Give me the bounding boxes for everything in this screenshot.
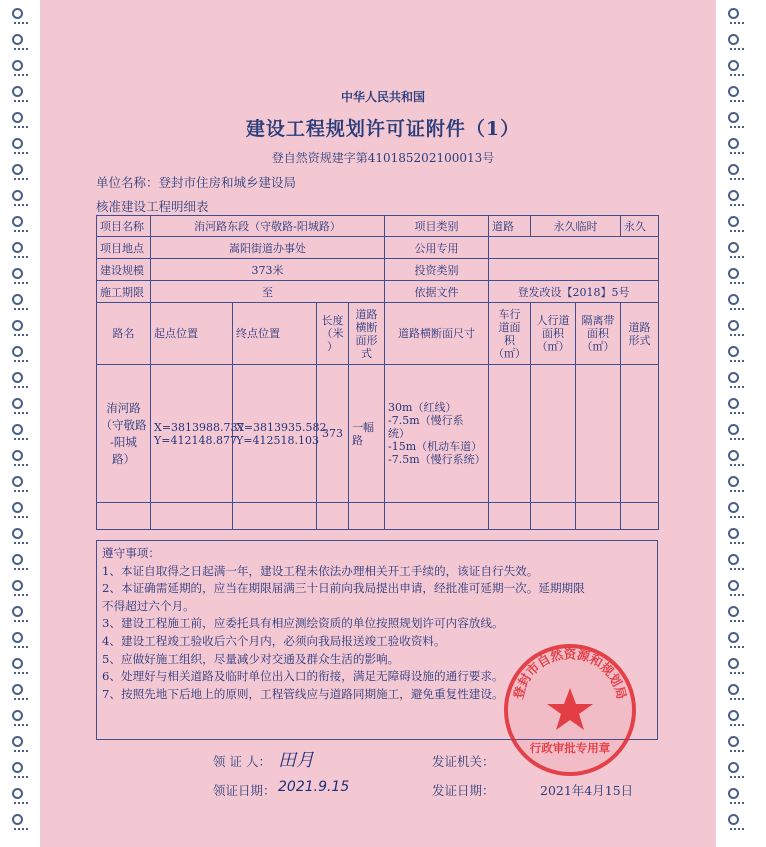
feed-perforation-icon xyxy=(730,48,744,54)
col-walk-area-line: （㎡） xyxy=(536,340,570,353)
feed-perforation-icon xyxy=(730,802,744,808)
seal-arc-text: 登封市自然资源和规划局 xyxy=(510,646,630,701)
feed-hole-icon xyxy=(728,242,739,253)
feed-perforation-icon xyxy=(14,750,28,756)
col-section-form-line: 横断 xyxy=(355,320,378,334)
section-form xyxy=(349,365,385,503)
col-divider-area xyxy=(576,303,621,365)
feed-hole-icon xyxy=(12,684,23,695)
feed-perforation-icon xyxy=(14,22,28,28)
note-item: 4、建设工程竣工验收后六个月内，必须向我局报送竣工验收资料。 xyxy=(102,633,446,648)
permanence-label: 永久临时 xyxy=(531,216,621,237)
section-size xyxy=(385,365,489,503)
feed-perforation-icon xyxy=(14,412,28,418)
walk-area xyxy=(531,365,576,503)
col-lane-area xyxy=(489,303,531,365)
feed-perforation-icon xyxy=(14,542,28,548)
feed-hole-icon xyxy=(728,190,739,201)
feed-hole-icon xyxy=(728,788,739,799)
feed-hole-icon xyxy=(12,736,23,747)
end-y: Y=412518.103 xyxy=(236,433,319,447)
blank-cell xyxy=(489,503,531,530)
divider-area xyxy=(576,365,621,503)
blank-cell xyxy=(385,503,489,530)
scale-label: 建设规模 xyxy=(97,259,151,281)
note-item: 7、按照先地下后地上的原则，工程管线应与道路同期施工，避免重复性建设。 xyxy=(102,686,504,701)
blank-cell xyxy=(349,503,385,530)
feed-perforation-icon xyxy=(14,620,28,626)
feed-perforation-icon xyxy=(730,438,744,444)
feed-perforation-icon xyxy=(14,334,28,340)
section-form-line: 路 xyxy=(352,433,363,447)
road-name-line: （守敬路 xyxy=(100,417,147,432)
invest-label: 投资类别 xyxy=(385,259,489,281)
start-x: X=3813988.737 xyxy=(154,420,245,434)
project-type-value: 道路 xyxy=(489,216,531,237)
seal-sub-text: 行政审批专用章 xyxy=(529,741,611,755)
feed-perforation-icon xyxy=(14,646,28,652)
issue-date-label: 发证日期： xyxy=(432,783,495,798)
unit-name-label: 单位名称： xyxy=(96,175,159,190)
feed-hole-icon xyxy=(728,658,739,669)
official-seal xyxy=(500,640,640,780)
col-divider-area-line: 隔离带 xyxy=(581,314,615,327)
col-section-form-line: 道路 xyxy=(355,307,378,321)
project-detail-table xyxy=(96,215,659,530)
feed-perforation-icon xyxy=(730,204,744,210)
feed-perforation-icon xyxy=(14,230,28,236)
feed-hole-icon xyxy=(12,242,23,253)
feed-hole-icon xyxy=(12,580,23,591)
feed-hole-icon xyxy=(728,398,739,409)
feed-hole-icon xyxy=(728,684,739,695)
col-lane-area-line: （㎡） xyxy=(493,346,527,360)
receiver-label: 领 证 人： xyxy=(213,754,271,769)
note-item: 1、本证自取得之日起满一年，建设工程未依法办理相关开工手续的，该证自行失效。 xyxy=(102,563,539,578)
section-form-line: 一幅 xyxy=(352,420,374,434)
feed-hole-icon xyxy=(728,294,739,305)
road-name-line: -阳城 xyxy=(110,434,137,449)
invest-value xyxy=(489,259,659,281)
permanence-value: 永久 xyxy=(621,216,659,237)
feed-perforation-icon xyxy=(730,776,744,782)
end-position xyxy=(233,365,327,503)
basis-label: 依据文件 xyxy=(385,281,489,303)
feed-hole-icon xyxy=(728,736,739,747)
feed-hole-icon xyxy=(728,34,739,45)
note-item: 6、处理好与相关道路及临时单位出入口的衔接，满足无障碍设施的通行要求。 xyxy=(102,669,504,684)
section-size-line: 30m（红线） xyxy=(388,401,457,414)
feed-perforation-icon xyxy=(730,828,744,834)
issuer-label: 发证机关： xyxy=(432,754,495,769)
feed-perforation-icon xyxy=(730,334,744,340)
feed-hole-icon xyxy=(728,320,739,331)
feed-perforation-icon xyxy=(730,594,744,600)
feed-perforation-icon xyxy=(14,204,28,210)
notes-heading: 遵守事项： xyxy=(102,546,160,560)
feed-hole-icon xyxy=(728,216,739,227)
feed-hole-icon xyxy=(12,762,23,773)
col-section-size: 道路横断面尺寸 xyxy=(385,303,489,365)
feed-perforation-icon xyxy=(730,256,744,262)
unit-name-value: 登封市住房和城乡建设局 xyxy=(158,175,297,190)
col-walk-area-line: 人行道 xyxy=(536,314,570,327)
feed-perforation-icon xyxy=(730,74,744,80)
feed-hole-icon xyxy=(728,60,739,71)
blank-cell xyxy=(151,503,233,530)
start-position xyxy=(151,365,245,503)
feed-hole-icon xyxy=(12,528,23,539)
feed-perforation-icon xyxy=(14,438,28,444)
feed-perforation-icon xyxy=(14,698,28,704)
feed-hole-icon xyxy=(12,710,23,721)
road-form xyxy=(621,365,659,503)
feed-hole-icon xyxy=(728,268,739,279)
col-length-line: 长度 xyxy=(321,314,344,327)
road-length: 373 xyxy=(317,365,349,503)
blank-cell xyxy=(576,503,621,530)
feed-hole-icon xyxy=(12,320,23,331)
section-size-line: -7.5m（慢行系统） xyxy=(388,414,464,440)
feed-perforation-icon xyxy=(730,178,744,184)
feed-hole-icon xyxy=(12,658,23,669)
feed-hole-icon xyxy=(12,346,23,357)
feed-perforation-icon xyxy=(14,256,28,262)
feed-hole-icon xyxy=(728,502,739,513)
feed-hole-icon xyxy=(12,216,23,227)
feed-hole-icon xyxy=(12,632,23,643)
feed-perforation-icon xyxy=(14,48,28,54)
section-title: 核准建设工程明细表 xyxy=(96,199,209,214)
col-divider-area-line: （㎡） xyxy=(581,340,615,353)
road-name-line: 洧河路 xyxy=(106,400,141,415)
feed-perforation-icon xyxy=(730,672,744,678)
feed-perforation-icon xyxy=(730,620,744,626)
col-section-form xyxy=(349,303,385,365)
table-row xyxy=(97,365,659,503)
receive-date-handwritten: 2021.9.15 xyxy=(278,779,350,795)
blank-cell xyxy=(317,503,349,530)
project-name-label: 项目名称 xyxy=(97,216,151,237)
feed-hole-icon xyxy=(12,398,23,409)
col-walk-area xyxy=(531,303,576,365)
feed-perforation-icon xyxy=(730,282,744,288)
road-name xyxy=(97,365,151,503)
start-y: Y=412148.877 xyxy=(154,433,237,447)
feed-perforation-icon xyxy=(730,22,744,28)
road-name-line: 路） xyxy=(112,451,135,466)
feed-perforation-icon xyxy=(14,594,28,600)
feed-hole-icon xyxy=(12,60,23,71)
feed-perforation-icon xyxy=(730,568,744,574)
feed-perforation-icon xyxy=(730,308,744,314)
feed-perforation-icon xyxy=(14,178,28,184)
feed-perforation-icon xyxy=(14,516,28,522)
project-name-value: 洧河路东段（守敬路-阳城路） xyxy=(151,216,385,237)
note-item: 3、建设工程施工前，应委托具有相应测绘资质的单位按照规划许可内容放线。 xyxy=(102,616,504,631)
col-lane-area-line: 道面 xyxy=(498,320,521,334)
certificate-number: 登自然资规建字第410185202100013号 xyxy=(271,151,495,165)
note-item: 不得超过六个月。 xyxy=(102,598,195,613)
feed-hole-icon xyxy=(728,580,739,591)
feed-perforation-icon xyxy=(14,464,28,470)
note-item: 5、应做好施工组织，尽量减少对交通及群众生活的影响。 xyxy=(102,651,400,666)
section-size-line: -7.5m（慢行系统） xyxy=(388,453,486,466)
feed-perforation-icon xyxy=(14,308,28,314)
feed-perforation-icon xyxy=(14,802,28,808)
scale-value: 373米 xyxy=(151,259,385,281)
feed-hole-icon xyxy=(728,814,739,825)
feed-hole-icon xyxy=(728,554,739,565)
feed-hole-icon xyxy=(728,606,739,617)
col-lane-area-line: 车行 xyxy=(498,307,521,321)
col-lane-area-line: 积 xyxy=(504,333,516,347)
col-road-form-line: 道路 xyxy=(628,320,651,334)
feed-perforation-icon xyxy=(730,386,744,392)
note-item: 2、本证确需延期的，应当在期限届满三十日前向我局提出申请，经批准可延期一次。延期期限 xyxy=(102,581,585,596)
col-road-form-line: 形式 xyxy=(628,333,651,347)
country-name: 中华人民共和国 xyxy=(340,90,425,104)
feed-perforation-icon xyxy=(14,568,28,574)
feed-hole-icon xyxy=(12,606,23,617)
receiver-signature: 田月 xyxy=(278,750,314,771)
unit-name xyxy=(96,173,296,191)
col-length-line: ） xyxy=(327,340,338,353)
feed-perforation-icon xyxy=(14,74,28,80)
feed-perforation-icon xyxy=(730,464,744,470)
feed-perforation-icon xyxy=(14,490,28,496)
location-value: 嵩阳街道办事处 xyxy=(151,237,385,259)
basis-value: 登发改设【2018】5号 xyxy=(489,281,659,303)
col-section-form-line: 面形 xyxy=(355,333,378,347)
feed-hole-icon xyxy=(12,268,23,279)
usage-value: 公用专用 xyxy=(385,237,489,259)
period-label: 施工期限 xyxy=(97,281,151,303)
feed-hole-icon xyxy=(728,450,739,461)
blank-cell xyxy=(531,503,576,530)
blank-cell xyxy=(97,503,151,530)
location-label: 项目地点 xyxy=(97,237,151,259)
col-start: 起点位置 xyxy=(151,303,233,365)
document-title: 建设工程规划许可证附件（1） xyxy=(245,118,521,140)
feed-hole-icon xyxy=(12,424,23,435)
feed-hole-icon xyxy=(728,8,739,19)
period-value: 至 xyxy=(151,281,385,303)
feed-perforation-icon xyxy=(730,542,744,548)
col-walk-area-line: 面积 xyxy=(542,327,565,340)
feed-hole-icon xyxy=(12,34,23,45)
feed-perforation-icon xyxy=(730,516,744,522)
project-type-label: 项目类别 xyxy=(385,216,489,237)
feed-perforation-icon xyxy=(14,828,28,834)
feed-hole-icon xyxy=(12,190,23,201)
issue-date: 2021年4月15日 xyxy=(540,783,634,798)
feed-hole-icon xyxy=(12,8,23,19)
col-road-name: 路名 xyxy=(97,303,151,365)
feed-hole-icon xyxy=(728,762,739,773)
feed-hole-icon xyxy=(12,554,23,565)
blank-cell xyxy=(233,503,317,530)
feed-perforation-icon xyxy=(730,230,744,236)
feed-hole-icon xyxy=(12,788,23,799)
table-row xyxy=(97,503,659,530)
feed-perforation-icon xyxy=(730,360,744,366)
feed-hole-icon xyxy=(12,814,23,825)
feed-hole-icon xyxy=(728,632,739,643)
end-x: X=3813935.582 xyxy=(236,420,327,434)
col-length-line: （米 xyxy=(321,327,344,340)
section-size-line: -15m（机动车道） xyxy=(388,440,483,453)
usage-blank xyxy=(489,237,659,259)
feed-hole-icon xyxy=(12,372,23,383)
feed-hole-icon xyxy=(728,372,739,383)
feed-perforation-icon xyxy=(730,698,744,704)
feed-perforation-icon xyxy=(14,360,28,366)
col-section-form-line: 式 xyxy=(361,346,373,360)
feed-hole-icon xyxy=(728,346,739,357)
feed-hole-icon xyxy=(728,710,739,721)
lane-area xyxy=(489,365,531,503)
feed-perforation-icon xyxy=(14,386,28,392)
feed-hole-icon xyxy=(728,424,739,435)
feed-perforation-icon xyxy=(730,750,744,756)
col-divider-area-line: 面积 xyxy=(587,327,610,340)
feed-perforation-icon xyxy=(730,412,744,418)
blank-cell xyxy=(621,503,659,530)
feed-hole-icon xyxy=(728,476,739,487)
feed-hole-icon xyxy=(12,476,23,487)
feed-perforation-icon xyxy=(730,646,744,652)
col-end: 终点位置 xyxy=(233,303,317,365)
receive-date-label: 领证日期： xyxy=(213,783,276,798)
feed-perforation-icon xyxy=(14,776,28,782)
col-road-form xyxy=(621,303,659,365)
feed-perforation-icon xyxy=(730,490,744,496)
feed-hole-icon xyxy=(728,528,739,539)
feed-hole-icon xyxy=(12,294,23,305)
feed-perforation-icon xyxy=(14,672,28,678)
feed-hole-icon xyxy=(12,502,23,513)
feed-perforation-icon xyxy=(14,724,28,730)
feed-perforation-icon xyxy=(14,282,28,288)
feed-perforation-icon xyxy=(730,724,744,730)
feed-hole-icon xyxy=(12,450,23,461)
col-length xyxy=(317,303,349,365)
